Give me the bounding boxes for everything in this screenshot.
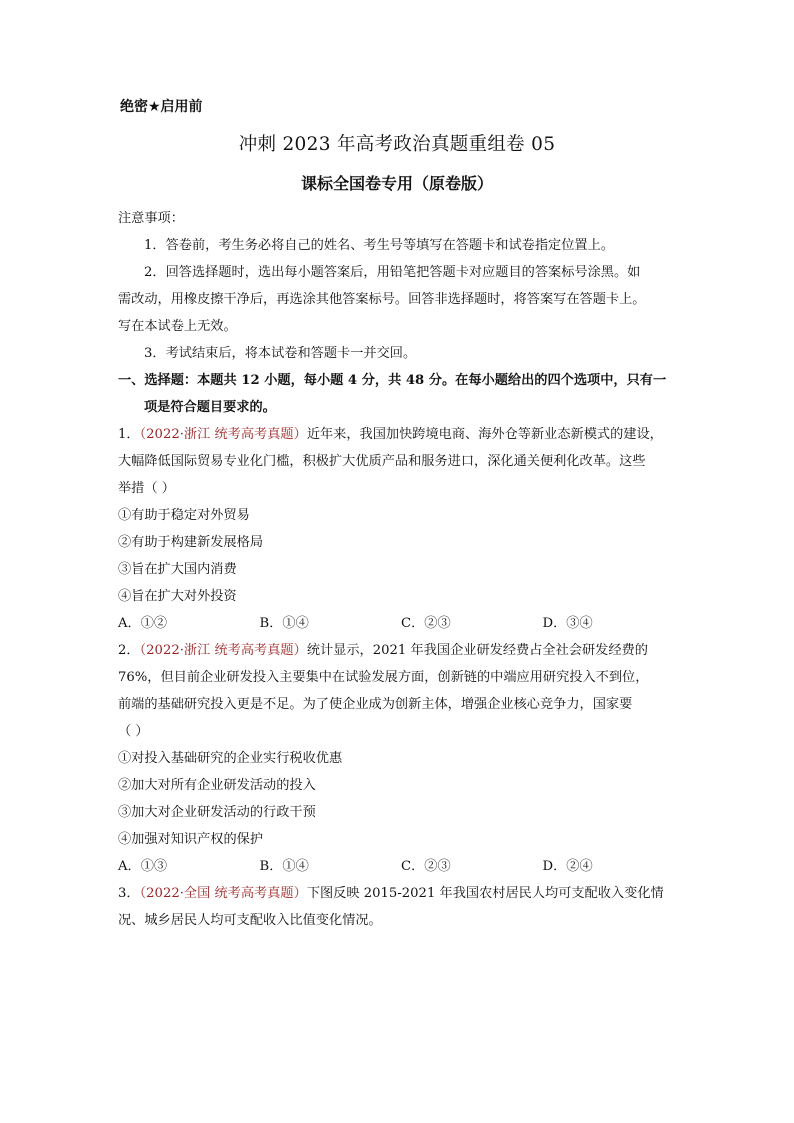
exam-content [118, 205, 684, 934]
answer-options [118, 610, 684, 637]
section-heading [118, 367, 684, 421]
question-2 [118, 637, 684, 880]
option-c[interactable]: C．②③ [401, 616, 451, 631]
question-text-line-3: 举措（ ） [118, 481, 175, 496]
statement-4: ④加强对知识产权的保护 [118, 832, 264, 847]
statement-2: ②有助于构建新发展格局 [118, 535, 264, 550]
question-stem-line [118, 880, 684, 907]
question-source: （2022·浙江 统考高考真题） [139, 643, 307, 658]
page-subtitle: 课标全国卷专用（原卷版） [300, 174, 493, 193]
question-text-line-2: 大幅降低国际贸易专业化门槛，积极扩大优质产品和服务进口，深化通关便利化改革。这些 [118, 454, 646, 469]
instruction-item-2-line-1: 2．回答选择题时，选出每小题答案后，用铅笔把答题卡对应题目的答案标号涂黑。如 [144, 265, 641, 280]
question-text: 统计显示，2021 年我国企业研发经费占全社会研发经费的 [306, 643, 648, 658]
question-text: 近年来，我国加快跨境电商、海外仓等新业态新模式的建设， [306, 427, 663, 442]
statement-3: ③旨在扩大国内消费 [118, 562, 237, 577]
statement-4: ④旨在扩大对外投资 [118, 589, 237, 604]
statement-1: ①对投入基础研究的企业实行税收优惠 [118, 751, 343, 766]
instruction-item-2-line-3: 写在本试卷上无效。 [118, 319, 237, 334]
option-b[interactable]: B．①④ [259, 859, 309, 874]
question-stem-line [118, 637, 684, 664]
question-number: 1． [118, 427, 140, 442]
question-source: （2022·浙江 统考高考真题） [139, 427, 307, 442]
instruction-item-1: 1．答卷前，考生务必将自己的姓名、考生号等填写在答题卡和试卷指定位置上。 [144, 238, 614, 253]
question-text: 下图反映 2015-2021 年我国农村居民人均可支配收入变化情 [306, 886, 664, 901]
statement-3: ③加大对企业研发活动的行政干预 [118, 805, 316, 820]
section-heading-line-1: 一、选择题：本题共 12 小题，每小题 4 分，共 48 分。在每小题给出的四个选项中，只有一 [118, 373, 667, 388]
question-text-line-2: 况、城乡居民人均可支配收入比值变化情况。 [118, 913, 382, 928]
option-d[interactable]: D．③④ [542, 616, 593, 631]
answer-options [118, 853, 684, 880]
instruction-item-2-line-2: 需改动，用橡皮擦干净后，再选涂其他答案标号。回答非选择题时，将答案写在答题卡上。 [118, 292, 646, 307]
option-a[interactable]: A．①③ [118, 859, 168, 874]
option-a[interactable]: A．①② [118, 616, 168, 631]
question-number: 2． [118, 643, 140, 658]
question-text-line-3: 前端的基础研究投入更是不足。为了使企业成为创新主体，增强企业核心竞争力，国家要 [118, 697, 633, 712]
confidential-label: 绝密★启用前 [120, 99, 203, 115]
option-d[interactable]: D．②④ [542, 859, 593, 874]
question-number: 3． [118, 886, 140, 901]
question-text-line-2: 76%，但目前企业研发投入主要集中在试验发展方面，创新链的中端应用研究投入不到位， [118, 670, 649, 685]
section-heading-line-2: 项是符合题目要求的。 [144, 400, 276, 415]
question-source: （2022·全国 统考高考真题） [139, 886, 307, 901]
page-title: 冲刺 2023 年高考政治真题重组卷 05 [238, 134, 556, 155]
statement-1: ①有助于稳定对外贸易 [118, 508, 250, 523]
instructions-heading: 注意事项： [118, 211, 184, 226]
instructions [118, 205, 684, 367]
question-stem-line [118, 421, 684, 448]
question-text-line-4: （ ） [118, 724, 149, 739]
statement-2: ②加大对所有企业研发活动的投入 [118, 778, 316, 793]
option-b[interactable]: B．①④ [259, 616, 309, 631]
instruction-item-3: 3．考试结束后，将本试卷和答题卡一并交回。 [144, 346, 417, 361]
question-3 [118, 880, 684, 934]
option-c[interactable]: C．②③ [401, 859, 451, 874]
question-1 [118, 421, 684, 637]
